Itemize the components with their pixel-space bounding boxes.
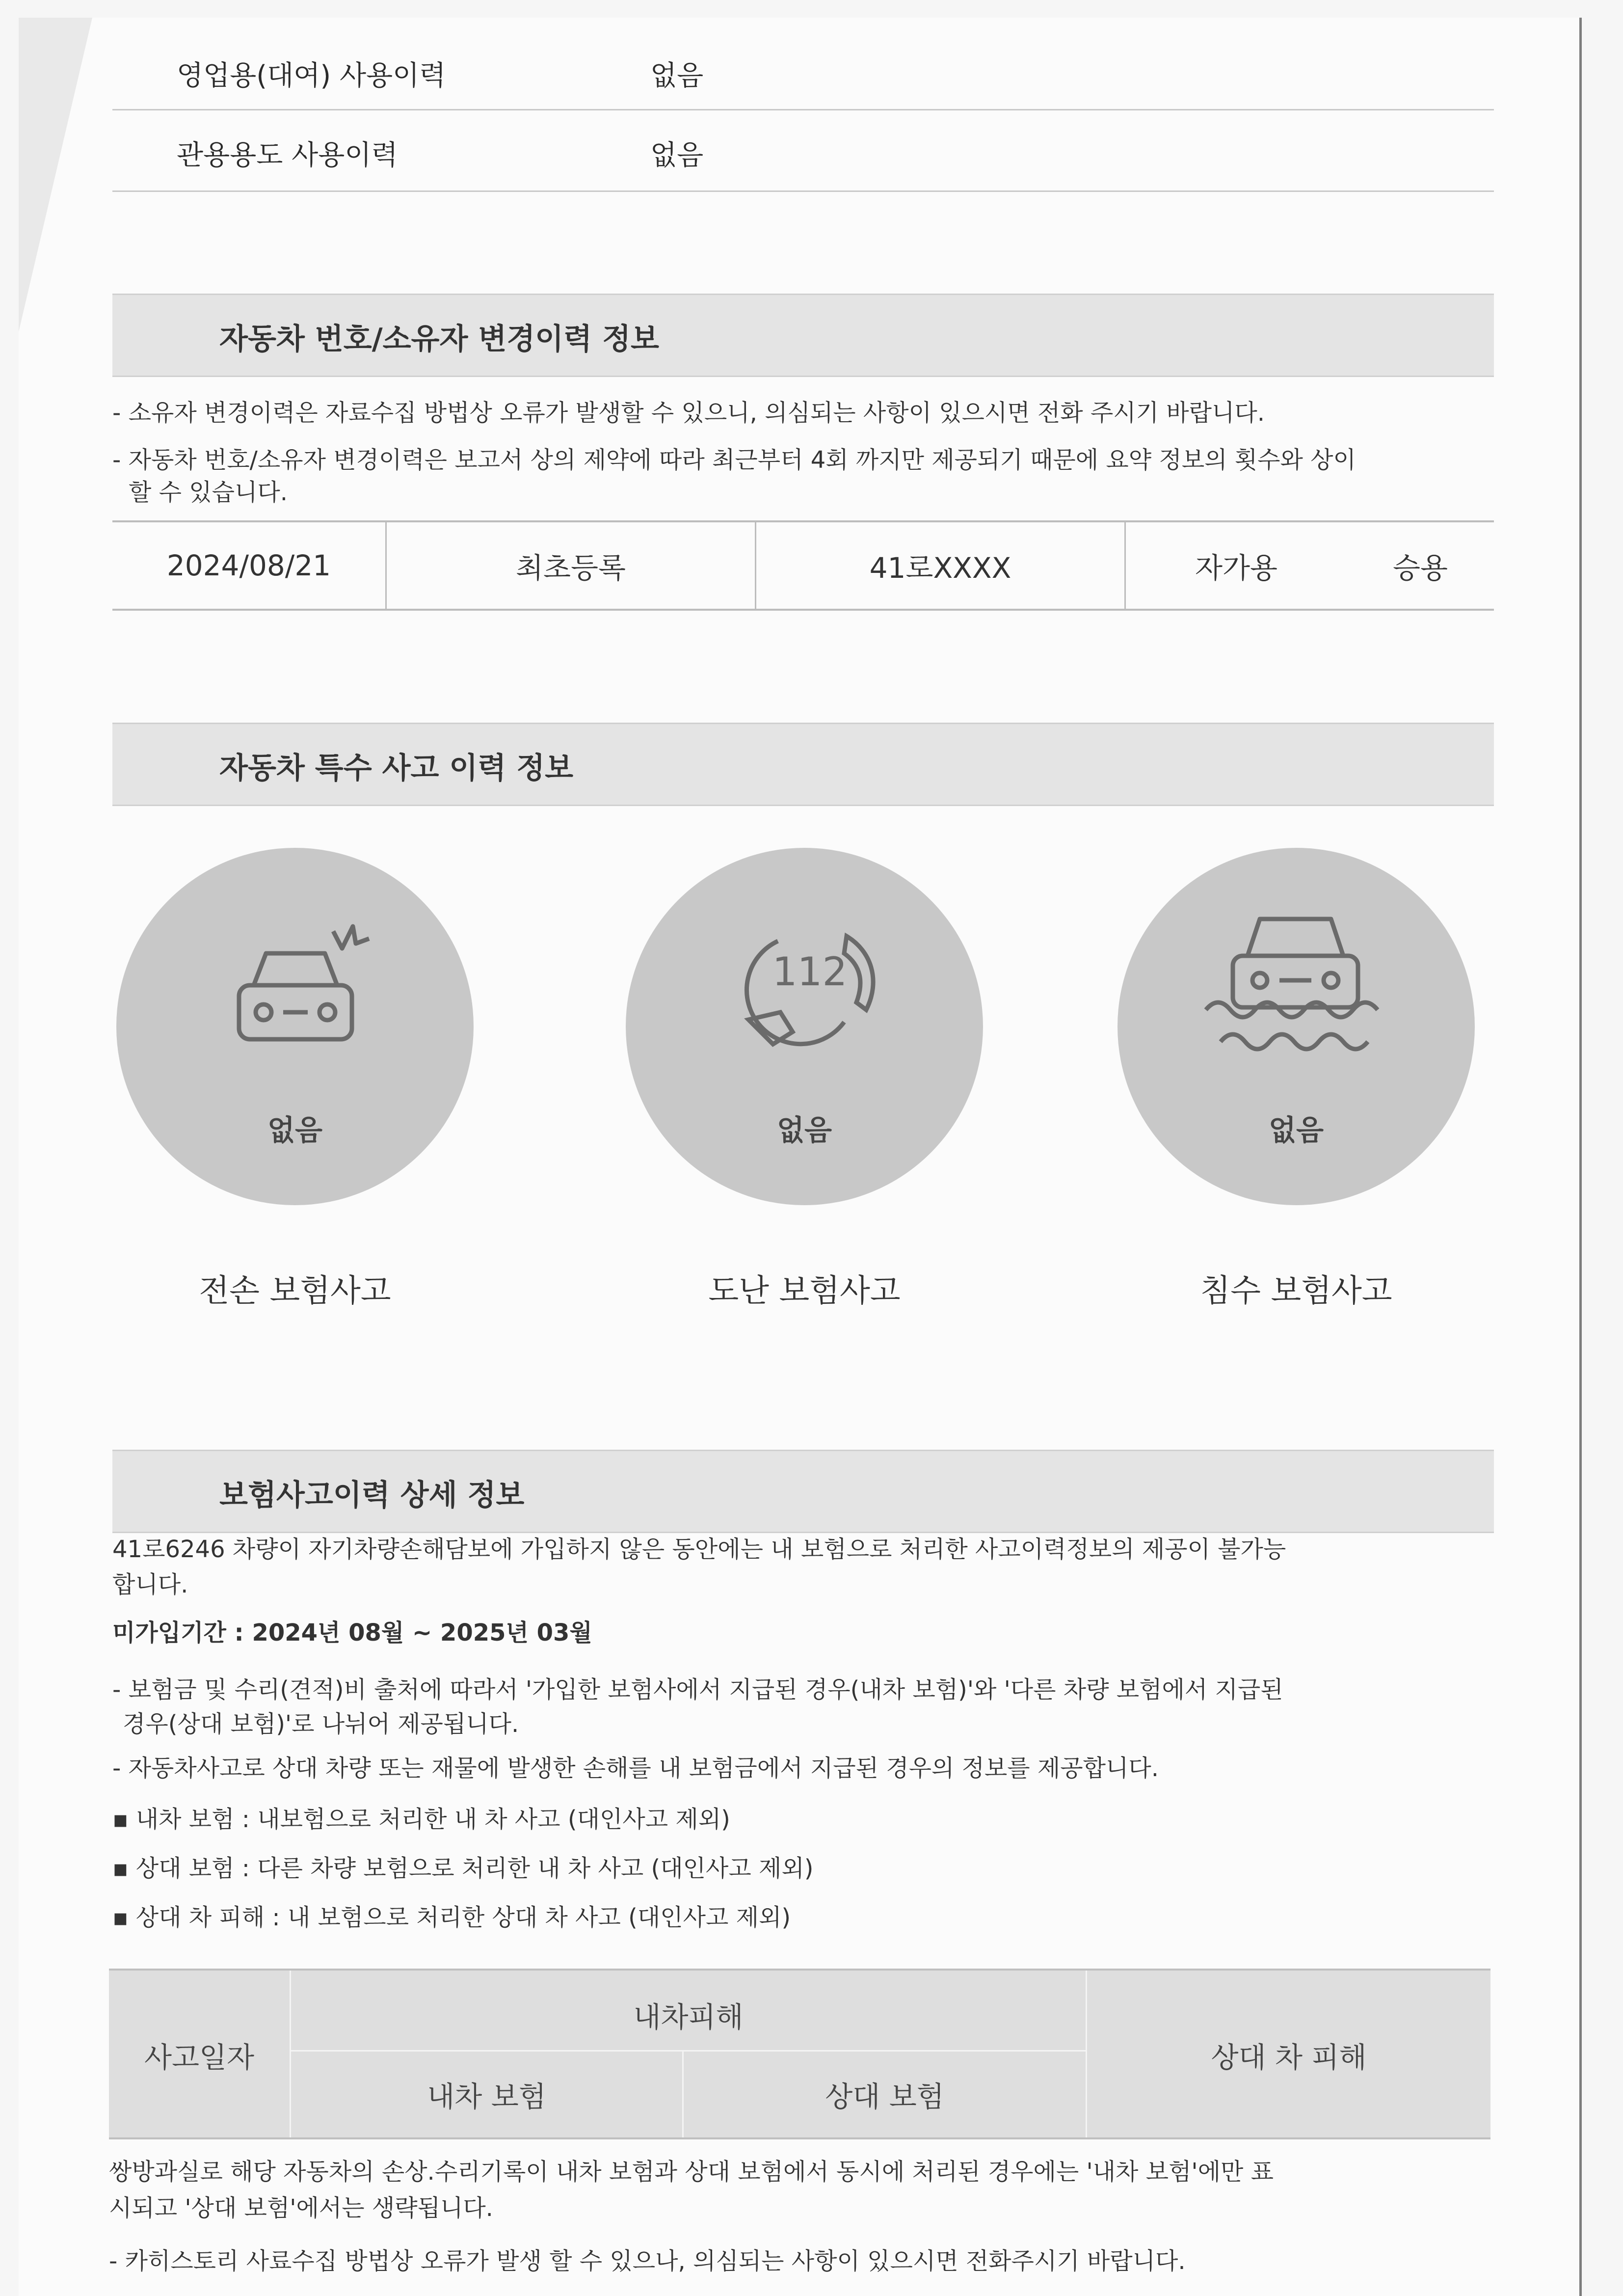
phone-112-icon (724, 907, 891, 1069)
legend-bullet: ▪ 상대 차 피해 : 내 보험으로 처리한 상대 차 사고 (대인사고 제외) (112, 1904, 791, 1931)
special-accident-section-title: 자동차 특수 사고 이력 정보 (219, 751, 574, 785)
flood-caption: 침수 보험사고 (1200, 1273, 1392, 1309)
special-accident-section-header (112, 723, 1494, 806)
legend-bullet: ▪ 내차 보험 : 내보험으로 처리한 내 차 사고 (대인사고 제외) (112, 1806, 730, 1833)
insurance-section-title: 보험사고이력 상세 정보 (219, 1478, 525, 1513)
ownership-history-row (112, 520, 1494, 611)
col-group-own-damage: 내차피해 (633, 2000, 744, 2034)
car-flood-icon (1201, 907, 1392, 1059)
col-accident-date: 사고일자 (144, 2041, 255, 2074)
theft-status: 없음 (776, 1113, 832, 1147)
insurance-section-header (112, 1450, 1494, 1533)
footer-text: 쌍방과실로 해당 자동차의 손상.수리기록이 내차 보험과 상대 보험에서 동시에 처리된 경우에는 '내차 보험'에만 표 (109, 2158, 1274, 2186)
ownership-owner-use: 자가용 (1195, 551, 1278, 585)
theft-badge (626, 848, 983, 1205)
ownership-note: - 소유자 변경이력은 자료수집 방법상 오류가 발생할 수 있으니, 의심되는 사항이 있으시면 전화 주시기 바랍니다. (112, 399, 1265, 427)
total-loss-badge (116, 848, 474, 1205)
col-other-vehicle-damage: 상대 차 피해 (1211, 2041, 1367, 2074)
col-other-insurance: 상대 보험 (825, 2080, 944, 2113)
insurance-history-table-header (109, 1969, 1490, 2139)
usage-rental-value: 없음 (650, 60, 704, 92)
icon-112-text: 112 (772, 949, 848, 995)
ownership-change-type: 최초등록 (515, 551, 626, 585)
ownership-note: - 자동차 번호/소유자 변경이력은 보고서 상의 제약에 따라 최근부터 4회 까지만 제공되기 때문에 요약 정보의 횟수와 상이 (112, 446, 1356, 474)
ownership-plate: 41로XXXX (869, 551, 1011, 585)
insurance-intro: 합니다. (112, 1571, 188, 1598)
insurance-intro: 41로6246 차량이 자기차량손해담보에 가입하지 않은 동안에는 내 보험으로 처리한 사고이력정보의 제공이 불가능 (112, 1536, 1286, 1563)
uninsured-period: 미가입기간 : 2024년 08월 ~ 2025년 03월 (112, 1619, 592, 1647)
insurance-note: - 자동차사고로 상대 차량 또는 재물에 발생한 손해를 내 보험금에서 지급된 경우의 정보를 제공합니다. (112, 1755, 1159, 1782)
divider (112, 109, 1494, 110)
col-own-insurance: 내차 보험 (427, 2080, 546, 2113)
flood-status: 없음 (1268, 1113, 1324, 1147)
divider (112, 190, 1494, 192)
ownership-date: 2024/08/21 (166, 549, 331, 582)
cell-divider (291, 2050, 1086, 2052)
ownership-vehicle-use: 승용 (1392, 551, 1448, 585)
page-fold (19, 18, 92, 332)
ownership-section-header (112, 294, 1494, 377)
insurance-note: - 보험금 및 수리(견적)비 출처에 따라서 '가입한 보험사에서 지급된 경우(내차 보험)'와 '다른 차량 보험에서 지급된 (112, 1676, 1283, 1703)
car-crash-icon (219, 912, 376, 1059)
usage-rental-label: 영업용(대여) 사용이력 (177, 60, 446, 92)
insurance-note: 경우(상대 보험)'로 나뉘어 제공됩니다. (123, 1710, 519, 1738)
footer-note: - 카히스토리 사료수집 방법상 오류가 발생 할 수 있으나, 의심되는 사항이 있으시면 전화주시기 바랍니다. (109, 2247, 1186, 2275)
ownership-note: 할 수 있습니다. (129, 479, 288, 506)
total-loss-caption: 전손 보험사고 (199, 1273, 391, 1309)
ownership-section-title: 자동차 번호/소유자 변경이력 정보 (219, 322, 660, 356)
footer-text: 시되고 '상대 보험'에서는 생략됩니다. (109, 2194, 493, 2222)
usage-government-value: 없음 (650, 139, 704, 171)
theft-caption: 도난 보험사고 (708, 1273, 901, 1309)
usage-government-label: 관용용도 사용이력 (177, 139, 398, 171)
legend-bullet: ▪ 상대 보험 : 다른 차량 보험으로 처리한 내 차 사고 (대인사고 제외) (112, 1855, 814, 1882)
total-loss-status: 없음 (267, 1113, 323, 1147)
flood-badge (1117, 848, 1475, 1205)
